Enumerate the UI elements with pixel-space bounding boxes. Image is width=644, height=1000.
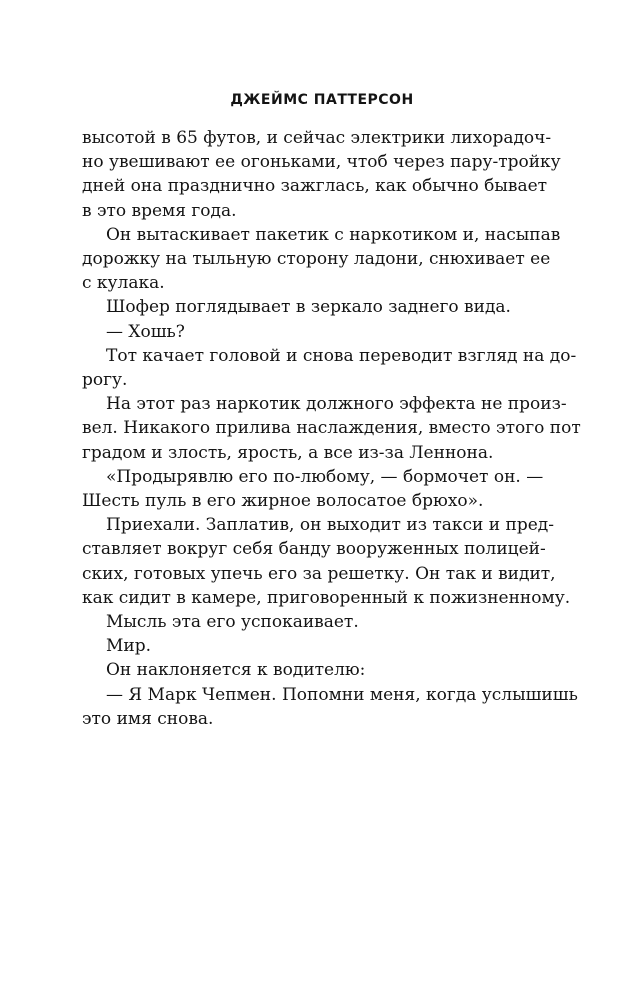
text-line: рогу. (82, 370, 128, 391)
text-line: вел. Никакого прилива наслаждения, вместо этого пот (82, 418, 581, 439)
text-line: На этот раз наркотик должного эффекта не произ- (106, 394, 567, 415)
text-line: Он вытаскивает пакетик с наркотиком и, насыпав (106, 224, 561, 245)
text-line: Шофер поглядывает в зеркало заднего вида. (106, 297, 511, 318)
text-line: с кулака. (82, 273, 165, 294)
running-head-author: ДЖЕЙМС ПАТТЕРСОН (230, 92, 414, 108)
text-line: Приехали. Заплатив, он выходит из такси и пред- (106, 515, 555, 536)
text-line: в это время года. (82, 200, 237, 221)
text-line: Тот качает головой и снова переводит взгляд на до- (106, 345, 577, 366)
text-line: Он наклоняется к водителю: (106, 660, 366, 681)
text-line: ских, готовых упечь его за решетку. Он так и видит, (82, 563, 556, 584)
text-line: как сидит в камере, приговоренный к пожизненному. (82, 587, 571, 608)
text-line: это имя снова. (82, 708, 214, 729)
text-line: но увешивают ее огоньками, чтоб через пару-тройку (82, 152, 561, 173)
text-line: — Хошь? (106, 321, 185, 342)
text-line: дорожку на тыльную сторону ладони, снюхивает ее (82, 249, 551, 270)
text-line: «Продырявлю его по-любому, — бормочет он. — (106, 466, 544, 487)
text-line: Мысль эта его успокаивает. (106, 612, 359, 633)
text-line: дней она празднично зажглась, как обычно бывает (82, 176, 548, 197)
text-line: — Я Марк Чепмен. Попомни меня, когда услышишь (106, 684, 578, 705)
text-line: высотой в 65 футов, и сейчас электрики лихорадоч- (82, 128, 552, 148)
text-line: ставляет вокруг себя банду вооруженных полицей- (82, 539, 546, 560)
text-line: градом и злость, ярость, а все из-за Леннона. (82, 442, 494, 463)
text-line: Шесть пуль в его жирное волосатое брюхо». (82, 491, 484, 512)
body-text (82, 126, 581, 731)
text-line: Мир. (106, 636, 152, 657)
